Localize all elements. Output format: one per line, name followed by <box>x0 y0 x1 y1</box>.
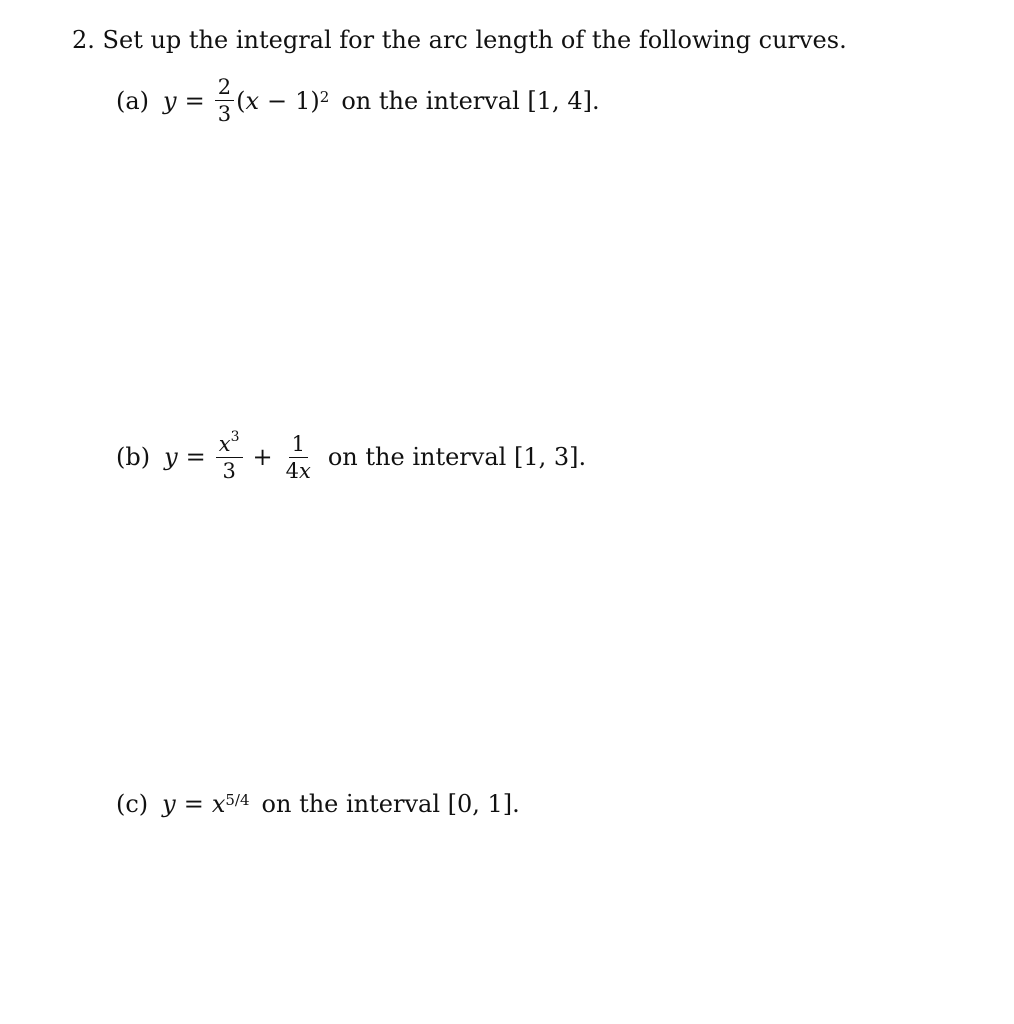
part-c-equals: = <box>183 790 204 818</box>
part-c-exponent: 5/4 <box>225 791 250 809</box>
part-a-close-paren: ) <box>310 86 320 115</box>
part-b <box>116 429 587 484</box>
part-a-fraction-numerator: 2 <box>215 76 234 101</box>
part-b-equals: = <box>185 443 206 472</box>
part-a-fraction-denominator: 3 <box>217 102 232 127</box>
problem-number: 2. <box>72 26 95 54</box>
part-a-label: (a) <box>116 86 150 115</box>
part-b-fraction-1-denominator: 3 <box>222 459 236 484</box>
part-b-y: y <box>164 443 178 472</box>
part-b-fraction-1-numerator-exp: 3 <box>230 429 240 445</box>
part-b-fraction-2-numerator: 1 <box>289 433 308 458</box>
part-a-minus: − <box>267 86 288 115</box>
part-b-label: (b) <box>116 443 151 472</box>
part-a-x: x <box>245 86 260 115</box>
part-a-fraction <box>215 76 234 125</box>
part-b-plus: + <box>252 443 273 472</box>
part-a-interval-text: on the interval [1, 4]. <box>341 86 600 115</box>
part-b-fraction-1-numerator-var: x <box>218 432 231 456</box>
part-b-fraction-1-numerator <box>216 429 243 458</box>
part-b-fraction-1 <box>216 429 243 484</box>
instruction-text: Set up the integral for the arc length of the following curves. <box>102 26 847 54</box>
part-a <box>116 76 600 125</box>
part-c-interval-text: on the interval [0, 1]. <box>261 790 520 818</box>
part-b-fraction-2-denominator <box>283 458 314 482</box>
part-a-y: y <box>163 86 177 115</box>
problem-instruction <box>72 24 847 56</box>
part-c <box>116 790 520 818</box>
part-c-y: y <box>162 790 176 818</box>
part-a-exponent: 2 <box>319 87 330 106</box>
part-b-fraction-2-denominator-coef: 4 <box>285 458 300 483</box>
part-c-x: x <box>211 790 226 818</box>
part-b-fraction-2 <box>283 433 314 482</box>
part-c-label: (c) <box>116 790 149 818</box>
part-b-interval-text: on the interval [1, 3]. <box>327 443 587 472</box>
part-a-equals: = <box>184 86 205 115</box>
part-b-fraction-2-denominator-var: x <box>299 458 311 483</box>
part-a-open-paren: ( <box>236 86 246 115</box>
part-a-one: 1 <box>295 86 311 115</box>
